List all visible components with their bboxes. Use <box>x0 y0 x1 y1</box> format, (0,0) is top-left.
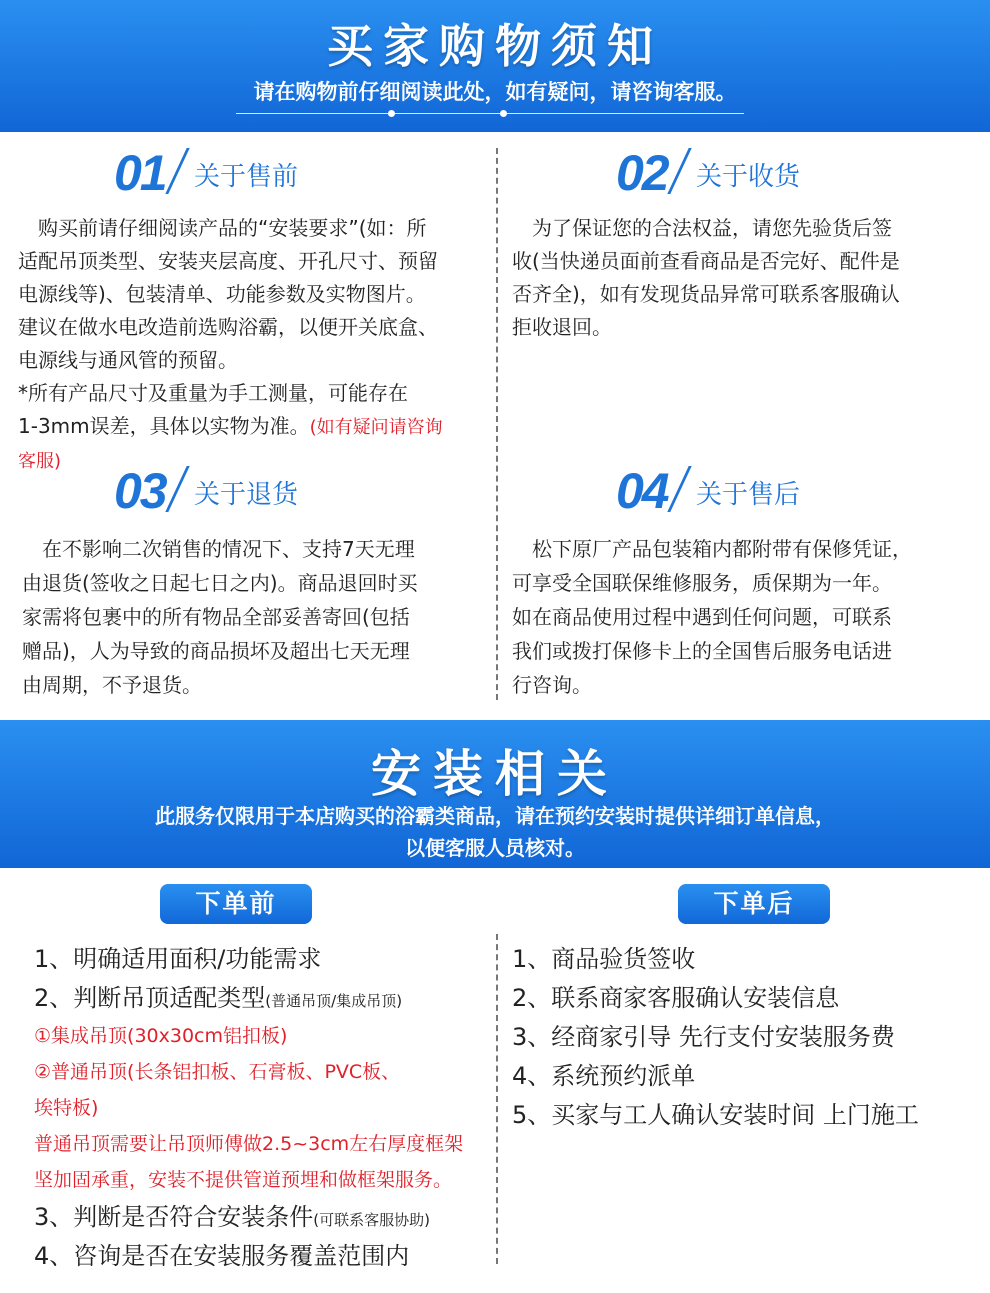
section-number: 02 <box>616 145 668 201</box>
column-divider <box>496 148 498 700</box>
slash-icon <box>165 148 189 194</box>
text-line <box>18 444 494 478</box>
divider <box>236 113 744 114</box>
section-number: 03 <box>114 463 166 519</box>
section-title: 关于收货 <box>696 162 801 192</box>
before-order-list <box>34 940 494 1276</box>
after-order-list <box>512 940 982 1135</box>
list-item: 3、经商家引导 先行支付安装服务费 <box>512 1023 895 1051</box>
before-order-label: 下单前 <box>160 884 312 924</box>
slash-icon <box>667 148 691 194</box>
section-title: 关于售后 <box>696 480 801 510</box>
warning-line: ②普通吊顶(长条铝扣板、石膏板、PVC板、 <box>34 1061 401 1083</box>
notice-banner <box>0 0 990 132</box>
text-line: 拒收退回。 <box>512 315 612 339</box>
list-item: 2、联系商家客服确认安装信息 <box>512 984 840 1012</box>
contact-note: (如有疑问请咨询 <box>309 417 443 438</box>
subtitle-line: 此服务仅限用于本店购买的浴霸类商品，请在预约安装时提供详细订单信息， <box>155 804 835 828</box>
list-item: 4、咨询是否在安装服务覆盖范围内 <box>34 1242 410 1270</box>
text-line: 行咨询。 <box>512 673 592 697</box>
section-receipt-text <box>512 212 982 344</box>
text-line: 赠品)，人为导致的商品损坏及超出七天无理 <box>22 639 410 663</box>
slash-icon <box>667 466 691 512</box>
warning-line: 埃特板) <box>34 1097 99 1119</box>
contact-note: 客服) <box>18 451 62 472</box>
text-line: 电源线与通风管的预留。 <box>18 348 238 372</box>
section-title: 关于售前 <box>194 162 299 192</box>
after-order-label: 下单后 <box>678 884 830 924</box>
list-item-text: 3、判断是否符合安装条件 <box>34 1203 314 1231</box>
section-number: 04 <box>616 463 668 519</box>
text-segment: 1-3mm误差，具体以实物为准。 <box>18 414 310 438</box>
text-line: *所有产品尺寸及重量为手工测量，可能存在 <box>18 381 408 405</box>
text-line: 如在商品使用过程中遇到任何问题，可联系 <box>512 605 892 629</box>
text-line <box>18 410 494 444</box>
text-line: 购买前请仔细阅读产品的“安装要求”(如：所 <box>18 216 427 240</box>
list-item: 4、系统预约派单 <box>512 1062 696 1090</box>
text-line: 适配吊顶类型、安装夹层高度、开孔尺寸、预留 <box>18 249 438 273</box>
list-item <box>34 1198 494 1237</box>
text-line: 由周期，不予退货。 <box>22 673 202 697</box>
text-line: 否齐全)，如有发现货品异常可联系客服确认 <box>512 282 900 306</box>
list-item-text: 2、判断吊顶适配类型 <box>34 984 266 1012</box>
list-item-note: (普通吊顶/集成吊顶) <box>265 992 403 1010</box>
text-line: 松下原厂产品包装箱内都附带有保修凭证， <box>512 537 912 561</box>
section-number: 01 <box>114 145 166 201</box>
text-line: 我们或拨打保修卡上的全国售后服务电话进 <box>512 639 892 663</box>
text-line: 建议在做水电改造前选购浴霸，以便开关底盒、 <box>18 315 438 339</box>
list-item <box>34 979 494 1018</box>
install-subtitle <box>0 800 990 864</box>
text-line: 电源线等)、包装清单、功能参数及实物图片。 <box>18 282 426 306</box>
warning-line: 普通吊顶需要让吊顶师傅做2.5~3cm左右厚度框架 <box>34 1133 464 1155</box>
text-line: 可享受全国联保维修服务，质保期为一年。 <box>512 571 892 595</box>
list-item-note: (可联系客服协助) <box>313 1211 430 1229</box>
text-line: 由退货(签收之日起七日之内)。商品退回时买 <box>22 571 418 595</box>
section-title: 关于退货 <box>194 480 299 510</box>
column-divider <box>496 934 498 1264</box>
section-presale-text <box>18 212 494 478</box>
list-item: 1、商品验货签收 <box>512 945 696 973</box>
section-aftersale-text <box>512 532 982 702</box>
subtitle-line: 以便客服人员核对。 <box>405 836 585 860</box>
text-line: 收(当快递员面前查看商品是否完好、配件是 <box>512 249 900 273</box>
divider-dot <box>500 110 507 117</box>
install-title: 安装相关 <box>371 745 619 803</box>
text-line: 家需将包裹中的所有物品全部妥善寄回(包括 <box>22 605 410 629</box>
warning-line: 坚加固承重，安装不提供管道预埋和做框架服务。 <box>34 1169 453 1191</box>
notice-title: 买家购物须知 <box>327 19 663 73</box>
section-return-text <box>22 532 494 702</box>
text-line: 为了保证您的合法权益，请您先验货后签 <box>512 216 892 240</box>
list-item: 1、明确适用面积/功能需求 <box>34 945 322 973</box>
notice-subtitle: 请在购物前仔细阅读此处，如有疑问，请咨询客服。 <box>253 80 737 104</box>
warning-line: ①集成吊顶(30x30cm铝扣板) <box>34 1025 288 1047</box>
text-line: 在不影响二次销售的情况下、支持7天无理 <box>22 537 415 561</box>
list-item: 5、买家与工人确认安装时间 上门施工 <box>512 1101 919 1129</box>
install-banner <box>0 720 990 868</box>
divider-dot <box>388 110 395 117</box>
